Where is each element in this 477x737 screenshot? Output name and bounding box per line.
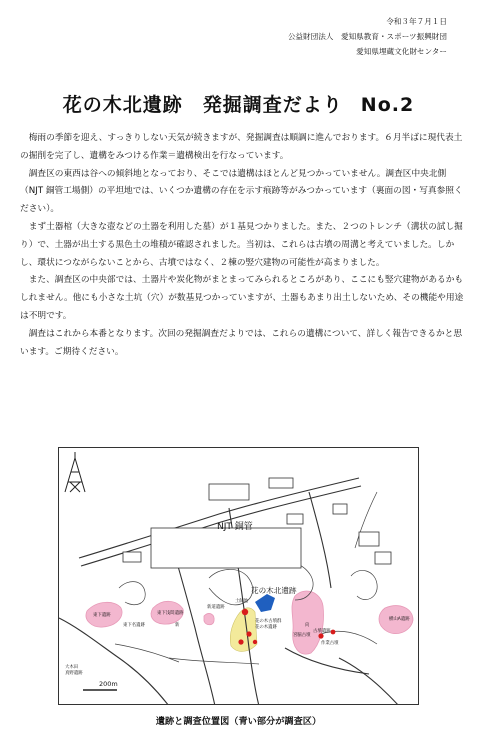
site-dot <box>331 630 336 635</box>
map-small-label: 作業古墳 <box>321 641 339 646</box>
contour <box>169 658 259 664</box>
issue-number: No.2 <box>360 94 415 116</box>
map-small-label: 花の木遺跡 <box>255 625 277 630</box>
paragraph: また、調査区の中央部では、土器片や炭化物がまとまってみられるところがあり、ここにも竪穴建物があるかもしれません。他にも小さな土坑（穴）が数基見つかっていますが、土器もあまり出土しないため、その機能や用途は不明です。 <box>20 275 464 321</box>
building <box>209 484 249 500</box>
site-label: 花の木北遺跡 <box>251 586 297 595</box>
map-small-label: 東下遺跡 <box>93 613 111 618</box>
site-dot <box>242 609 248 615</box>
factory-label: NJT 銅管 <box>217 522 253 532</box>
road <box>59 618 169 705</box>
tower <box>65 452 85 492</box>
building <box>359 532 379 546</box>
page-title <box>0 90 477 117</box>
paragraph: まず土器棺（大きな壺などの土器を利用した墓）が１基見つかりました。また、２つのトレンチ（溝状の試し掘り）で、土器が出土する黒色土の堆積が確認されました。当初は、これらは古墳の周溝と考えていました。しかし、環状につながらないことから、古墳ではなく、２棟の竪穴建物の可能性が高まりました。 <box>20 221 463 268</box>
road <box>285 648 369 674</box>
article-body <box>20 130 465 361</box>
map-small-label: 東下名遺跡 <box>123 623 145 628</box>
site-location-map <box>58 447 419 705</box>
building <box>269 478 293 488</box>
header <box>288 14 447 59</box>
map-drawing <box>59 448 419 705</box>
paragraph: 梅雨の季節を迎え、すっきりしない天気が続きますが、発掘調査は順調に進んでおります。６月半ばに現代表土の掘削を完了し、遺構をみつける作業＝遺構検出を行なっています。 <box>20 133 463 161</box>
building <box>123 552 141 562</box>
contour <box>115 644 179 662</box>
center-name: 愛知県埋蔵文化財センター <box>356 47 447 56</box>
map-small-label: 土師地 <box>235 599 249 604</box>
map-small-label: 古墳遺跡 <box>313 629 331 634</box>
title-text: 花の木北遺跡 発掘調査だより <box>62 94 343 116</box>
map-small-label: 宮脇古墳 <box>293 633 311 638</box>
road <box>339 658 399 705</box>
map-small-label: 真野遺跡 <box>65 671 83 676</box>
site-dot <box>253 640 257 644</box>
map-small-label: 向 <box>305 623 310 628</box>
paragraph: 調査区の東西は谷への傾斜地となっており、そこでは遺構はほとんど見つかっていません。調査区中央北側（NJT 銅管工場側）の平坦地では、いくつか遺構の存在を示す痕跡等がみつかっています（裏面の図・写真参照ください）。 <box>20 168 463 215</box>
map-small-label: 花の木古墳群 <box>255 619 282 624</box>
contour <box>351 570 377 599</box>
tower <box>70 482 80 492</box>
map-small-label: 新道遺跡 <box>207 605 225 610</box>
road <box>309 492 331 588</box>
map-small-label: 横山A遺跡 <box>389 617 410 622</box>
paragraph: 調査はこれから本番となります。次回の発掘調査だよりでは、これらの遺構について、詳しく報告できるかと思います。ご期待ください。 <box>20 328 463 357</box>
map-small-label: 大木田 <box>65 665 79 670</box>
building <box>375 552 391 564</box>
map-caption: 遺跡と調査位置図（青い部分が調査区） <box>155 716 322 727</box>
building <box>151 528 301 568</box>
map-small-label: 東下浅間遺跡 <box>157 611 184 616</box>
survey-area <box>255 594 275 612</box>
site-area <box>204 614 214 625</box>
map-small-label: 新 <box>175 623 180 628</box>
org-name: 公益財団法人 愛知県教育・スポーツ振興財団 <box>287 32 447 41</box>
scale-label: 200m <box>99 680 118 688</box>
building <box>333 504 347 514</box>
building <box>287 514 303 524</box>
contour <box>119 582 145 605</box>
site-dot <box>246 631 251 636</box>
site-dot <box>238 639 243 644</box>
date: 令和３年７月１日 <box>386 17 447 26</box>
site-dot <box>318 633 323 638</box>
